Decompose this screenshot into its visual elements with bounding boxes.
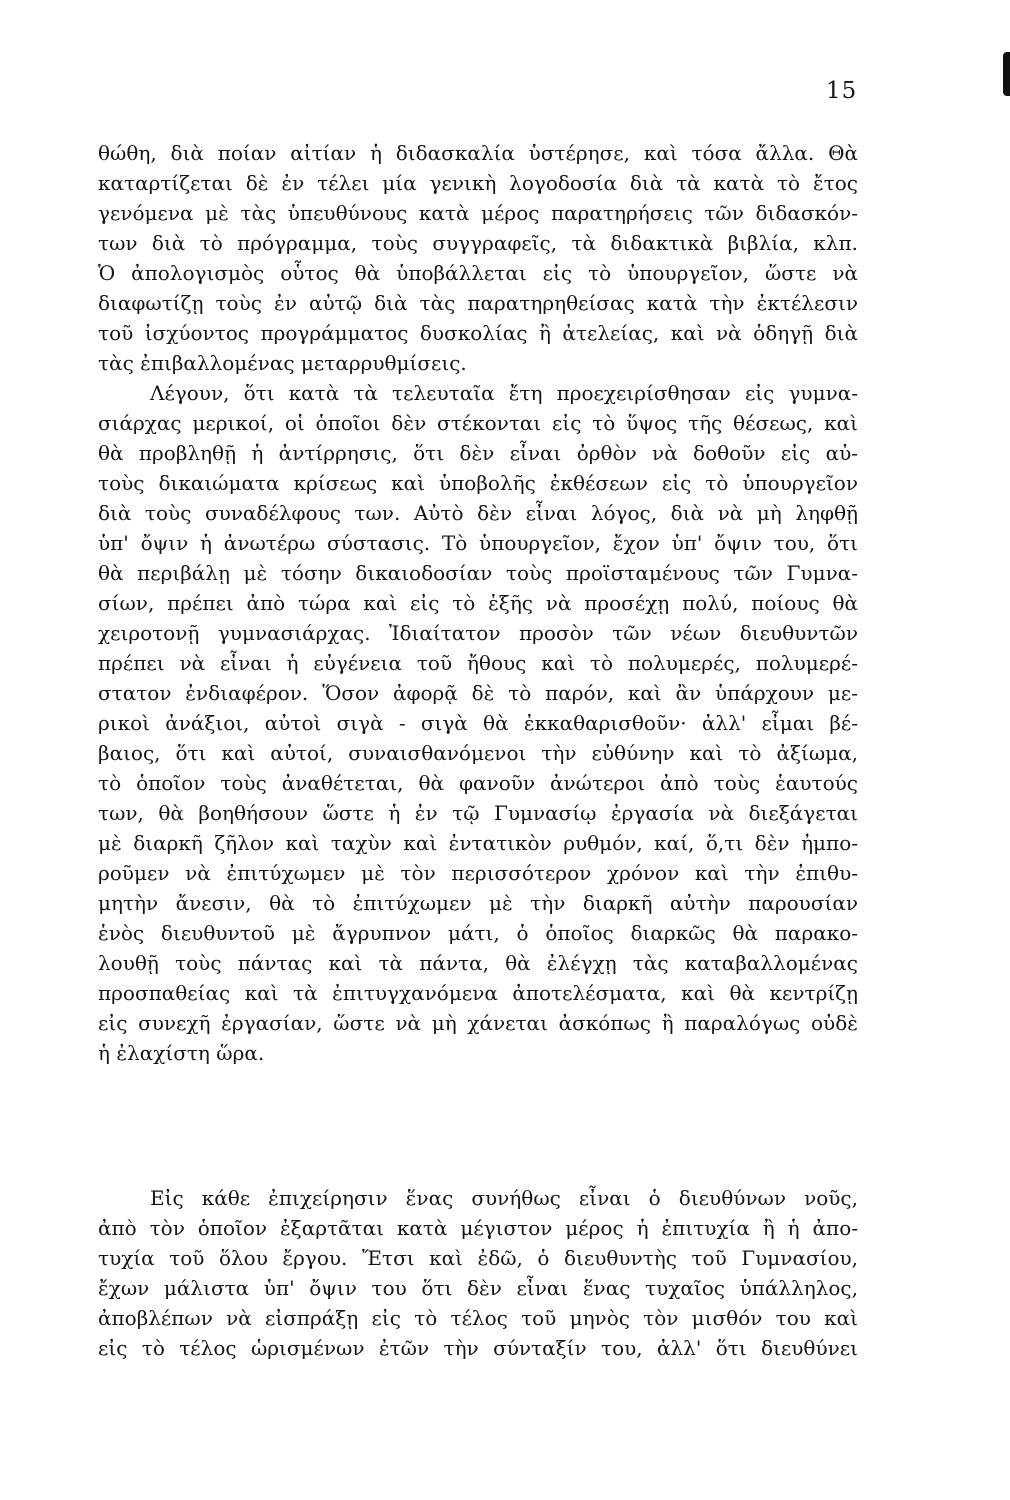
text-line: ἡ ἐλαχίστη ὥρα. xyxy=(98,1041,265,1065)
text-line: τὸ ὁποῖον τοὺς ἀναθέτεται, θὰ φανοῦν ἀνώτεροι ἀπὸ τοὺς ἑαυτούς xyxy=(98,771,858,795)
text-line: εἰς συνεχῆ ἐργασίαν, ὥστε νὰ μὴ χάνεται ἀσκόπως ἢ παραλόγως οὐδὲ xyxy=(98,1011,858,1035)
text-line: θώθη, διὰ ποίαν αἰτίαν ἡ διδασκαλία ὑστέρησε, καὶ τόσα ἄλλα. Θὰ xyxy=(98,141,858,165)
text-line: τοὺς δικαιώματα κρίσεως καὶ ὑποβολῆς ἐκθέσεων εἰς τὸ ὑπουργεῖον xyxy=(98,471,858,495)
text-line: ὑπ' ὄψιν ἡ ἀνωτέρω σύστασις. Τὸ ὑπουργεῖον, ἔχον ὑπ' ὄψιν του, ὅτι xyxy=(98,531,858,555)
text-line: λουθῇ τοὺς πάντας καὶ τὰ πάντα, θὰ ἐλέγχῃ τὰς καταβαλλομένας xyxy=(98,951,858,975)
text-line: διὰ τοὺς συναδέλφους των. Αὐτὸ δὲν εἶναι λόγος, διὰ νὰ μὴ ληφθῇ xyxy=(98,501,858,525)
text-line: ρικοὶ ἀνάξιοι, αὐτοὶ σιγὰ - σιγὰ θὰ ἐκκαθαρισθοῦν· ἀλλ' εἶμαι βέ- xyxy=(98,711,858,735)
text-line: προσπαθείας καὶ τὰ ἐπιτυγχανόμενα ἀποτελέσματα, καὶ θὰ κεντρίζῃ xyxy=(98,981,858,1005)
text-line: ἀπὸ τὸν ὁποῖον ἐξαρτᾶται κατὰ μέγιστον μέρος ἡ ἐπιτυχία ἢ ἡ ἀπο- xyxy=(98,1216,858,1240)
text-line: σίων, πρέπει ἀπὸ τώρα καὶ εἰς τὸ ἑξῆς νὰ προσέχῃ πολύ, ποίους θὰ xyxy=(98,591,858,615)
text-line: πρέπει νὰ εἶναι ἡ εὐγένεια τοῦ ἤθους καὶ τὸ πολυμερές, πολυμερέ- xyxy=(98,651,858,675)
text-line: διαφωτίζῃ τοὺς ἐν αὐτῷ διὰ τὰς παρατηρηθείσας κατὰ τὴν ἐκτέλεσιν xyxy=(98,291,858,315)
text-line: Εἰς κάθε ἐπιχείρησιν ἕνας συνήθως εἶναι ὁ διευθύνων νοῦς, xyxy=(150,1186,858,1210)
page-number: 15 xyxy=(826,78,858,104)
body-text-block xyxy=(98,138,858,1068)
text-line: μητὴν ἄνεσιν, θὰ τὸ ἐπιτύχωμεν μὲ τὴν διαρκῆ αὐτὴν παρουσίαν xyxy=(98,891,858,915)
text-line: ἔχων μάλιστα ὑπ' ὄψιν του ὅτι δὲν εἶναι ἕνας τυχαῖος ὑπάλληλος, xyxy=(98,1276,858,1300)
text-line: Ὁ ἀπολογισμὸς οὗτος θὰ ὑποβάλλεται εἰς τὸ ὑπουργεῖον, ὥστε νὰ xyxy=(98,261,858,285)
text-line: βαιος, ὅτι καὶ αὐτοί, συναισθανόμενοι τὴν εὐθύνην καὶ τὸ ἀξίωμα, xyxy=(98,741,858,765)
text-line: Λέγουν, ὅτι κατὰ τὰ τελευταῖα ἔτη προεχειρίσθησαν εἰς γυμνα- xyxy=(150,381,858,405)
text-line: των, θὰ βοηθήσουν ὥστε ἡ ἐν τῷ Γυμνασίῳ ἐργασία νὰ διεξάγεται xyxy=(98,801,858,825)
text-line: θὰ προβληθῇ ἡ ἀντίρρησις, ὅτι δὲν εἶναι ὀρθὸν νὰ δοθοῦν εἰς αὐ- xyxy=(98,441,858,465)
body-text-block xyxy=(98,1183,858,1363)
text-line: ροῦμεν νὰ ἐπιτύχωμεν μὲ τὸν περισσότερον χρόνον καὶ τὴν ἐπιθυ- xyxy=(98,861,858,885)
text-line: γενόμενα μὲ τὰς ὑπευθύνους κατὰ μέρος παρατηρήσεις τῶν διδασκόν- xyxy=(98,201,858,225)
text-line: των διὰ τὸ πρόγραμμα, τοὺς συγγραφεῖς, τὰ διδακτικὰ βιβλία, κλπ. xyxy=(98,231,858,255)
text-line: στατον ἐνδιαφέρον. Ὅσον ἀφορᾷ δὲ τὸ παρόν, καὶ ἂν ὑπάρχουν με- xyxy=(98,681,858,705)
text-line: χειροτονῇ γυμνασιάρχας. Ἰδιαίτατον προσὸν τῶν νέων διευθυντῶν xyxy=(98,621,858,645)
text-line: θὰ περιβάλῃ μὲ τόσην δικαιοδοσίαν τοὺς προϊσταμένους τῶν Γυμνα- xyxy=(98,561,858,585)
text-line: τὰς ἐπιβαλλομένας μεταρρυθμίσεις. xyxy=(98,351,467,375)
text-line: ἑνὸς διευθυντοῦ μὲ ἄγρυπνον μάτι, ὁ ὁποῖος διαρκῶς θὰ παρακο- xyxy=(98,921,858,945)
text-line: σιάρχας μερικοί, οἱ ὁποῖοι δὲν στέκονται εἰς τὸ ὕψος τῆς θέσεως, καὶ xyxy=(98,411,858,435)
text-line: καταρτίζεται δὲ ἐν τέλει μία γενικὴ λογοδοσία διὰ τὰ κατὰ τὸ ἔτος xyxy=(98,171,858,195)
text-line: εἰς τὸ τέλος ὡρισμένων ἐτῶν τὴν σύνταξίν του, ἀλλ' ὅτι διευθύνει xyxy=(98,1336,858,1360)
text-line: μὲ διαρκῆ ζῆλον καὶ ταχὺν καὶ ἐντατικὸν ρυθμόν, καί, ὅ,τι δὲν ἠμπο- xyxy=(98,831,858,855)
text-line: ἀποβλέπων νὰ εἰσπράξῃ εἰς τὸ τέλος τοῦ μηνὸς τὸν μισθόν του καὶ xyxy=(98,1306,858,1330)
text-line: τοῦ ἰσχύοντος προγράμματος δυσκολίας ἢ ἀτελείας, καὶ νὰ ὁδηγῇ διὰ xyxy=(98,321,858,345)
text-line: τυχία τοῦ ὅλου ἔργου. Ἔτσι καὶ ἐδῶ, ὁ διευθυντὴς τοῦ Γυμνασίου, xyxy=(98,1246,858,1270)
page-edge-mark xyxy=(1003,52,1010,96)
